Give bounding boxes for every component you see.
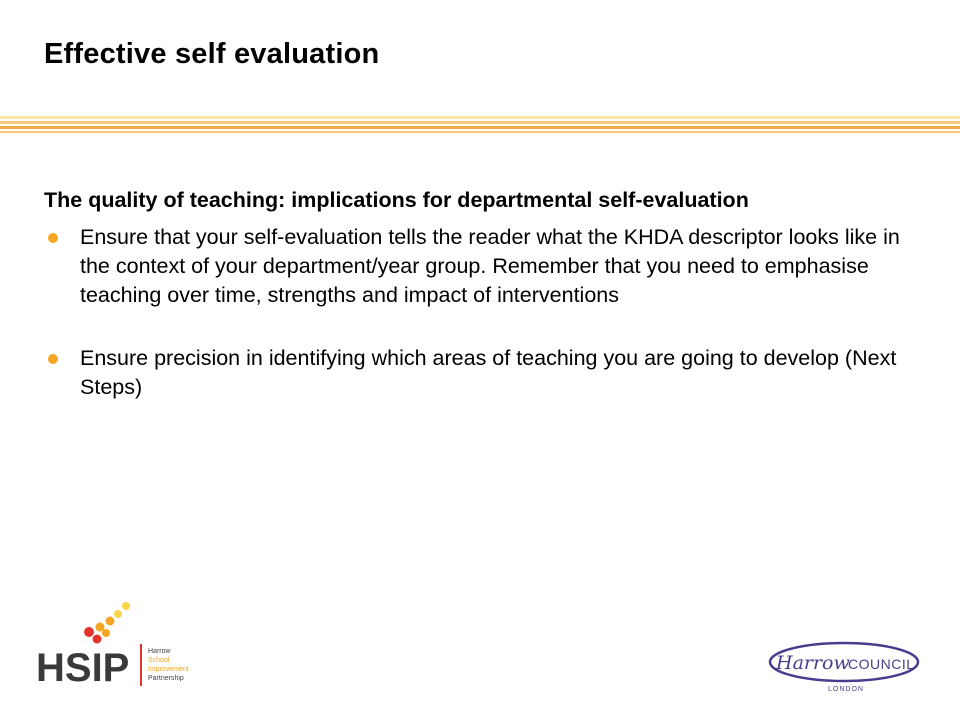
hsip-wordmark: HSIP xyxy=(36,646,130,690)
hsip-line: Harrow xyxy=(148,648,171,655)
slide-title: Effective self evaluation xyxy=(44,38,380,70)
section-heading: The quality of teaching: implications for departmental self-evaluation xyxy=(44,188,749,212)
bullet-dot-icon xyxy=(48,354,58,364)
slide-body xyxy=(44,186,924,436)
hsip-line: Partnership xyxy=(148,675,184,682)
london-text: LONDON xyxy=(828,686,864,693)
bullet-item xyxy=(44,344,924,402)
bullet-text: Ensure precision in identifying which areas of teaching you are going to develop (Next Steps) xyxy=(80,346,897,399)
harrow-script: Harrow xyxy=(776,652,850,674)
hsip-logo xyxy=(30,600,210,700)
council-text: COUNCIL xyxy=(848,656,915,672)
bullet-item xyxy=(44,223,924,310)
harrow-council-logo xyxy=(766,640,922,694)
hsip-dots-icon xyxy=(84,602,130,644)
hsip-line: Improvement xyxy=(148,666,189,673)
bullet-dot-icon xyxy=(48,233,58,243)
bullet-text: Ensure that your self-evaluation tells the reader what the KHDA descriptor looks like in the context of your department/year group. Remember that you need to emphasise teaching over time, strengths and impact of interventions xyxy=(80,225,900,307)
hsip-line: School xyxy=(148,657,170,664)
